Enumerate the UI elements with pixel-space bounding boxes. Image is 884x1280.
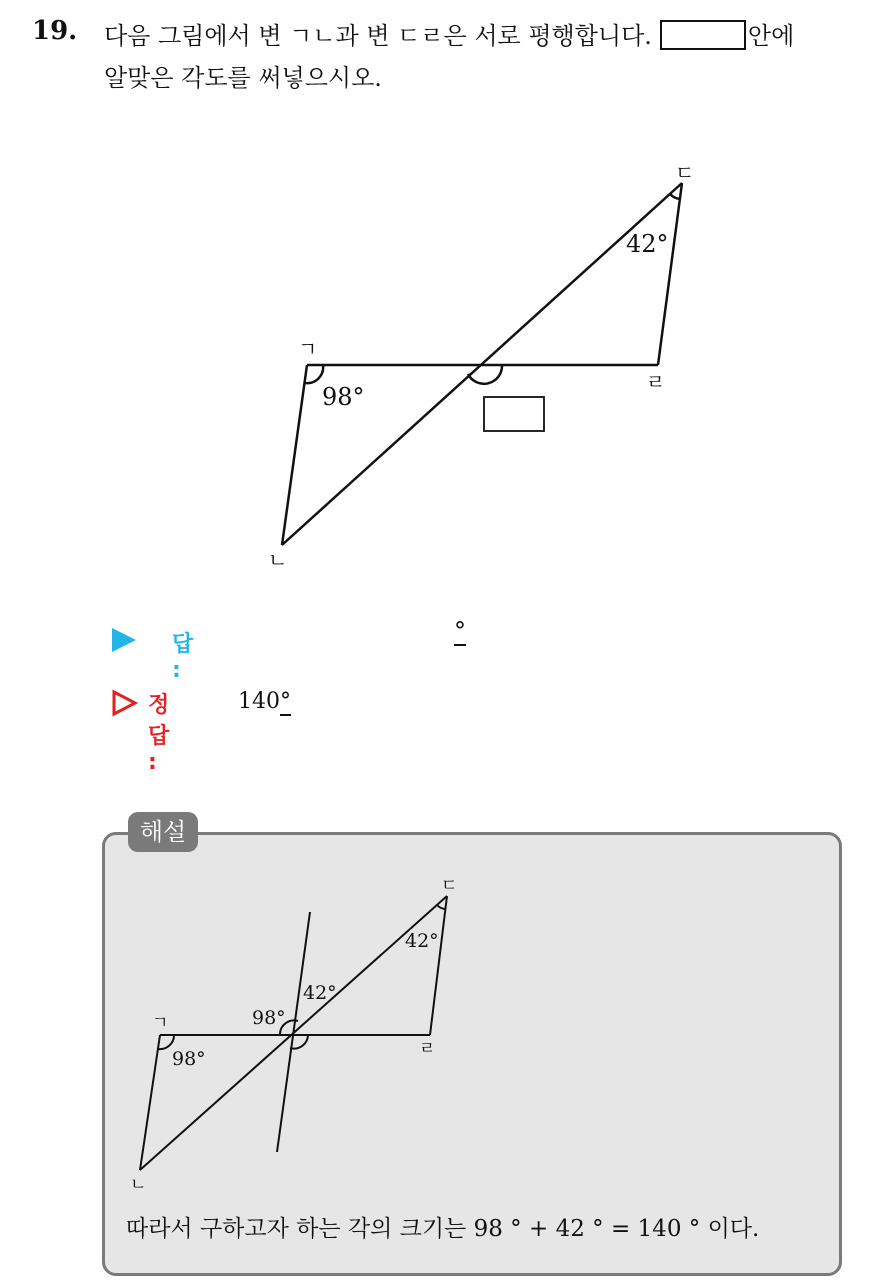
sol-angle-label-a: 98° bbox=[172, 1048, 206, 1070]
solution-tab: 해설 bbox=[128, 812, 198, 852]
solution-conclusion: 따라서 구하고자 하는 각의 크기는 98 ° + 42 ° = 140 ° 이다. bbox=[126, 1216, 760, 1242]
correct-unit: ° bbox=[280, 689, 291, 714]
sol-angle-arc-c bbox=[437, 905, 445, 909]
sol-vertex-label-a: ㄱ bbox=[152, 1013, 169, 1033]
sol-side-c-d bbox=[430, 896, 447, 1035]
sol-parallel-line bbox=[277, 912, 310, 1152]
answer-unit: ° bbox=[454, 617, 466, 645]
sol-vertex-label-b: ㄴ bbox=[130, 1175, 147, 1195]
sol-angle-label-mid-right: 42° bbox=[303, 982, 337, 1004]
question-text: 다음 그림에서 변 ㄱㄴ과 변 ㄷㄹ은 서로 평행합니다. bbox=[104, 22, 652, 50]
vertex-label-c: ㄷ bbox=[675, 161, 695, 185]
sol-angle-label-c: 42° bbox=[405, 930, 439, 952]
question-suffix: 안에 bbox=[747, 22, 795, 50]
angle-label-c: 42° bbox=[626, 230, 669, 258]
vertex-label-b: ㄴ bbox=[268, 548, 288, 572]
vertex-label-d: ㄹ bbox=[646, 370, 666, 394]
question-number: 19. bbox=[32, 16, 78, 46]
sol-angle-label-mid-left: 98° bbox=[252, 1007, 286, 1029]
correct-label: 정답 : bbox=[148, 693, 170, 775]
sol-side-a-b bbox=[140, 1035, 160, 1170]
sol-vertex-label-c: ㄷ bbox=[441, 876, 458, 896]
sol-vertex-label-d: ㄹ bbox=[419, 1039, 436, 1059]
question-line-2: 알맞은 각도를 써넣으시오. bbox=[104, 64, 382, 92]
correct-number: 140 bbox=[238, 689, 280, 714]
answer-label: 답 : bbox=[172, 632, 194, 683]
vertex-label-a: ㄱ bbox=[298, 337, 318, 361]
angle-label-a: 98° bbox=[322, 383, 365, 411]
